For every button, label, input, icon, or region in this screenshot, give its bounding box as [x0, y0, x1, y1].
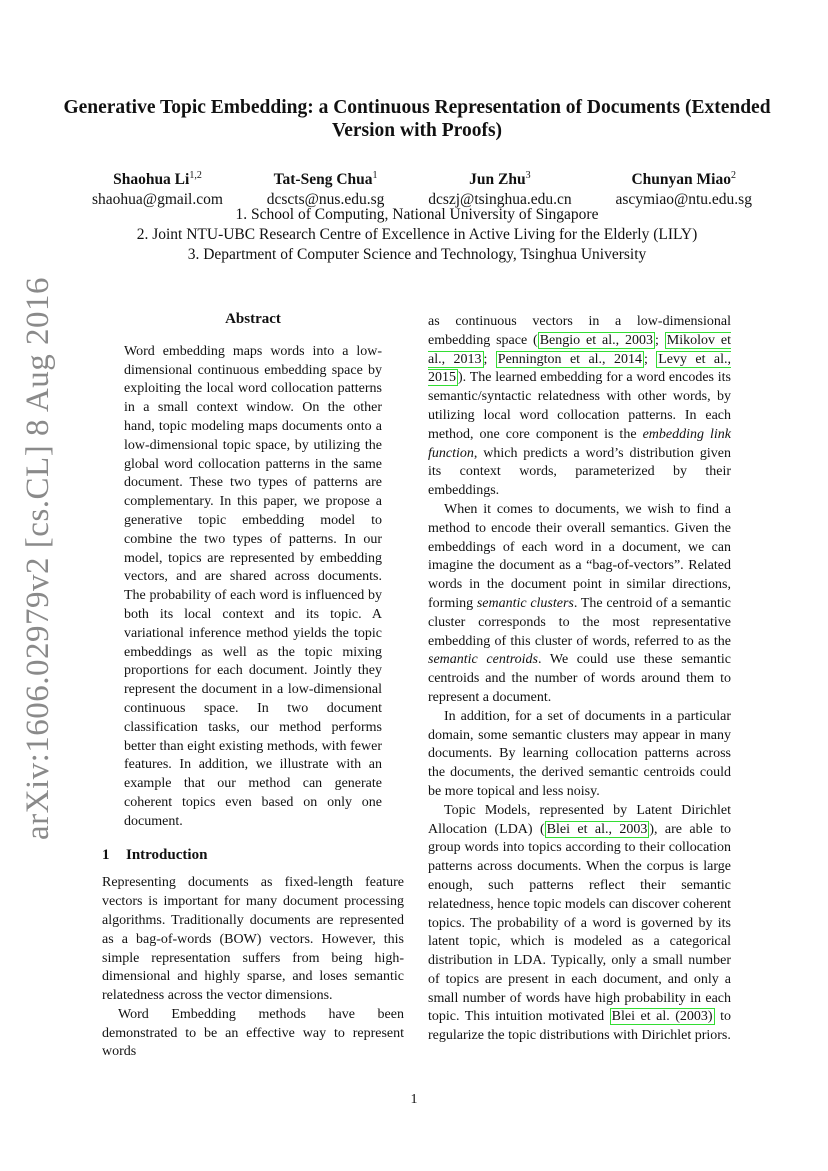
abstract-body [124, 343, 382, 832]
emphasis-term: embedding link function [428, 426, 732, 461]
section-title: Introduction [126, 846, 208, 863]
affiliation-2: 2. Joint NTU-UBC Research Centre of Excellence in Active Living for the Elderly (LILY) [136, 226, 698, 243]
author-affil-mark: 1,2 [189, 170, 202, 181]
citation-link[interactable]: Blei et al., 2003 [546, 821, 648, 837]
citation-link[interactable]: Blei et al. (2003) [611, 1009, 713, 1025]
affiliation-3: 3. Department of Computer Science and Technology, Tsinghua University [187, 246, 647, 263]
affiliation-1: 1. School of Computing, National University of Singapore [235, 206, 599, 223]
author-email[interactable]: dcscts@nus.edu.sg [266, 191, 385, 209]
author-1 [92, 166, 223, 210]
author-3 [428, 166, 571, 210]
right-column [428, 313, 731, 1046]
section-number: 1 [102, 846, 110, 863]
paper-title: Generative Topic Embedding: a Continuous Representation of Documents (Extended Version with Proofs) [63, 97, 771, 141]
author-name: Chunyan Miao [631, 171, 731, 189]
abstract-heading: Abstract [225, 311, 281, 327]
author-name: Tat-Seng Chua [273, 171, 373, 189]
citation-link[interactable]: Bengio et al., 2003 [539, 332, 653, 348]
abstract-text: Word embedding maps words into a low-dimensional continuous embedding space by exploiting the local word collocation patterns in a small context window. On the other hand, topic modeling maps documents onto a low-dimensional topic space, by utilizing the global word collocation patterns in the same document. These two types of patterns are complementary. In this paper, we propose a generative topic embedding model to combine the two types of patterns. In our model, topics are represented by embedding vectors, and are shared across documents. The probability of each word is influenced by both its local context and its topic. A variational inference method yields the topic embeddings as well as the topic mixing proportions for each document. Jointly they represent the document in a low-dimensional continuous space. In two document classification tasks, our method performs better than eight existing methods, with fewer features. In addition, we illustrate with an example that our method can generate coherent topics even based on only one document. [124, 343, 382, 829]
author-4 [615, 166, 752, 210]
arxiv-identifier: arXiv:1606.02979v2 [cs.CL] 8 Aug 2016 [20, 277, 56, 840]
author-email[interactable]: dcszj@tsinghua.edu.cn [428, 191, 572, 209]
citation-link[interactable]: Pennington et al., 2014 [497, 351, 642, 367]
section-heading-introduction [102, 846, 404, 865]
author-2 [267, 166, 385, 210]
intro-paragraph-2-continued: as continuous vectors in a low-dimensional embedding space ( Bengio et al., 2003 ; Mikolov et al., 2013 ; Pennington et al., 2014 ; Levy et al., 2015 ). The learned embedding for a word encodes its semantic/syntactic relatedness with other words, by utilizing local word collocation patterns. In each method, one core component is the embedding link function, which predicts a word’s distribution given its context words, parameterized by their embeddings. [428, 314, 732, 499]
author-affil-mark: 3 [525, 170, 531, 181]
citation-link[interactable]: Levy et al., 2015 [428, 351, 731, 386]
intro-paragraph-5: Topic Models, represented by Latent Dirichlet Allocation (LDA) ( Blei et al., 2003 ), are able to group words into topics according to their collocation patterns across documents. When the corpus is large enough, such patterns reflect their semantic relatedness, hence topic models can discover coherent topics. The probability of a word is governed by its latent topic, which is modeled as a categorical distribution in LDA. Typically, only a small number of topics are present in each document, and only a small number of words have high probability in each topic. This intuition motivated Blei et al. (2003) to regularize the topic distributions with Dirichlet priors. [428, 802, 731, 1044]
page-number: 1 [410, 1092, 418, 1107]
author-affil-mark: 1 [372, 170, 378, 181]
intro-paragraph-2: Word Embedding methods have been demonstrated to be an effective way to represent words [102, 1006, 404, 1060]
intro-paragraph-4: In addition, for a set of documents in a particular domain, some semantic clusters may appear in many documents. By learning collocation patterns across the documents, the derived semantic centroids could be more topical and less noisy. [428, 708, 731, 799]
emphasis-term: semantic centroids [428, 652, 538, 668]
author-email[interactable]: shaohua@gmail.com [92, 191, 223, 209]
intro-paragraph-3: When it comes to documents, we wish to find a method to encode their overall semantics. Given the embeddings of each word in a document, we can imagine the document as a “bag-of-vectors”. Related words in the document point in similar directions, forming semantic clusters. The centroid of a semantic cluster corresponds to the most representative embedding of this cluster of words, referred to as the semantic centroids. We could use these semantic centroids and the number of words around them to represent a document. [428, 501, 731, 705]
citation-link[interactable]: Mikolov et al., 2013 [428, 332, 731, 367]
author-email[interactable]: ascymiao@ntu.edu.sg [615, 191, 752, 209]
intro-paragraph-1: Representing documents as fixed-length feature vectors is important for many document processing algorithms. Traditionally documents are represented as a bag-of-words (BOW) vectors. However, this simple representation suffers from being high-dimensional and highly sparse, and loses semantic relatedness across the vector dimensions. [102, 875, 404, 1004]
author-name: Jun Zhu [469, 171, 526, 189]
author-affil-mark: 2 [730, 170, 736, 181]
author-name: Shaohua Li [113, 171, 190, 189]
affiliations [60, 205, 774, 265]
left-column [102, 310, 404, 1062]
author-list [92, 166, 752, 210]
emphasis-term: semantic clusters [476, 595, 574, 611]
